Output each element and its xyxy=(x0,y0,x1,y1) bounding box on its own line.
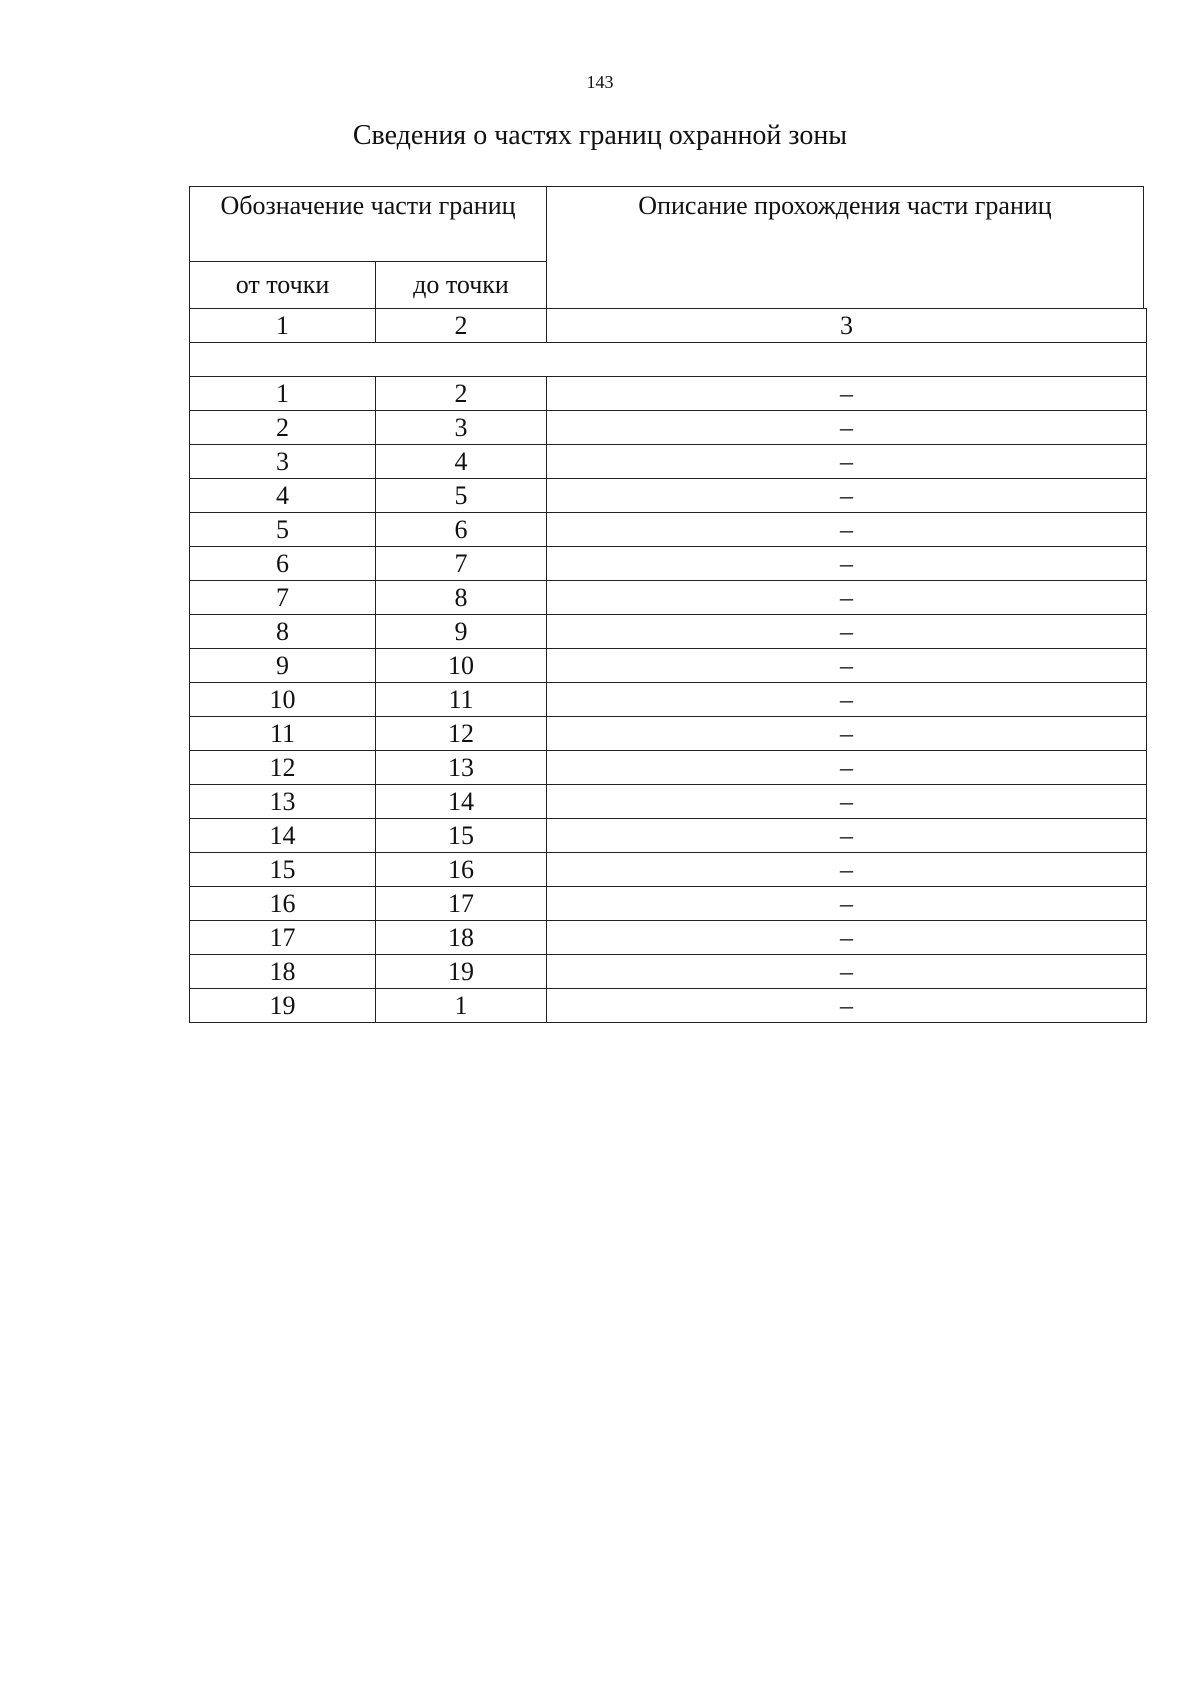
from-point-header: от точки xyxy=(190,262,376,309)
cell-to: 7 xyxy=(376,547,547,581)
cell-from: 18 xyxy=(190,955,376,989)
cell-from: 12 xyxy=(190,751,376,785)
table-row xyxy=(190,445,1147,479)
cell-from: 9 xyxy=(190,649,376,683)
cell-from: 4 xyxy=(190,479,376,513)
description-header: Описание прохождения части границ xyxy=(547,187,1144,309)
cell-to: 19 xyxy=(376,955,547,989)
cell-to: 1 xyxy=(376,989,547,1023)
cell-from: 7 xyxy=(190,581,376,615)
cell-to: 14 xyxy=(376,785,547,819)
table-row xyxy=(190,853,1147,887)
cell-to: 12 xyxy=(376,717,547,751)
cell-desc: – xyxy=(547,547,1147,581)
cell-desc: – xyxy=(547,751,1147,785)
cell-desc: – xyxy=(547,785,1147,819)
table-row xyxy=(190,955,1147,989)
cell-desc: – xyxy=(547,887,1147,921)
table-row xyxy=(190,615,1147,649)
table-row xyxy=(190,377,1147,411)
blank-row xyxy=(190,343,1147,377)
cell-from: 11 xyxy=(190,717,376,751)
cell-desc: – xyxy=(547,717,1147,751)
cell-from: 17 xyxy=(190,921,376,955)
boundary-data-table xyxy=(189,308,1147,1023)
cell-desc: – xyxy=(547,955,1147,989)
boundary-header-table xyxy=(189,186,1144,309)
table-row xyxy=(190,683,1147,717)
cell-desc: – xyxy=(547,411,1147,445)
cell-desc: – xyxy=(547,479,1147,513)
table-row xyxy=(190,581,1147,615)
table-row xyxy=(190,547,1147,581)
cell-desc: – xyxy=(547,649,1147,683)
cell-desc: – xyxy=(547,377,1147,411)
cell-from: 10 xyxy=(190,683,376,717)
cell-to: 18 xyxy=(376,921,547,955)
cell-desc: – xyxy=(547,581,1147,615)
designation-header: Обозначение части границ xyxy=(190,187,547,262)
table-row xyxy=(190,411,1147,445)
cell-to: 4 xyxy=(376,445,547,479)
cell-desc: – xyxy=(547,683,1147,717)
cell-to: 8 xyxy=(376,581,547,615)
cell-desc: – xyxy=(547,989,1147,1023)
cell-to: 5 xyxy=(376,479,547,513)
cell-to: 15 xyxy=(376,819,547,853)
column-number-row xyxy=(190,309,1147,343)
to-point-header: до точки xyxy=(376,262,547,309)
cell-from: 5 xyxy=(190,513,376,547)
cell-from: 6 xyxy=(190,547,376,581)
cell-to: 3 xyxy=(376,411,547,445)
document-title: Сведения о частях границ охранной зоны xyxy=(352,120,848,151)
cell-from: 1 xyxy=(190,377,376,411)
cell-to: 16 xyxy=(376,853,547,887)
cell-to: 13 xyxy=(376,751,547,785)
cell-from: 8 xyxy=(190,615,376,649)
table-row xyxy=(190,921,1147,955)
cell-from: 2 xyxy=(190,411,376,445)
cell-from: 14 xyxy=(190,819,376,853)
table-row xyxy=(190,785,1147,819)
cell-from: 19 xyxy=(190,989,376,1023)
cell-desc: – xyxy=(547,921,1147,955)
cell-to: 6 xyxy=(376,513,547,547)
cell-desc: – xyxy=(547,513,1147,547)
column-number-1: 1 xyxy=(190,309,376,343)
cell-to: 2 xyxy=(376,377,547,411)
column-number-3: 3 xyxy=(547,309,1147,343)
cell-desc: – xyxy=(547,819,1147,853)
cell-desc: – xyxy=(547,615,1147,649)
cell-desc: – xyxy=(547,853,1147,887)
page-number: 143 xyxy=(586,72,614,92)
cell-desc: – xyxy=(547,445,1147,479)
table-row xyxy=(190,513,1147,547)
table-row xyxy=(190,649,1147,683)
blank-cell xyxy=(190,343,1147,377)
table-row xyxy=(190,989,1147,1023)
cell-to: 10 xyxy=(376,649,547,683)
table-row xyxy=(190,887,1147,921)
cell-to: 11 xyxy=(376,683,547,717)
cell-to: 9 xyxy=(376,615,547,649)
cell-from: 13 xyxy=(190,785,376,819)
column-number-2: 2 xyxy=(376,309,547,343)
cell-from: 15 xyxy=(190,853,376,887)
table-row xyxy=(190,479,1147,513)
cell-from: 3 xyxy=(190,445,376,479)
table-row xyxy=(190,751,1147,785)
table-row xyxy=(190,819,1147,853)
table-row xyxy=(190,717,1147,751)
cell-from: 16 xyxy=(190,887,376,921)
cell-to: 17 xyxy=(376,887,547,921)
